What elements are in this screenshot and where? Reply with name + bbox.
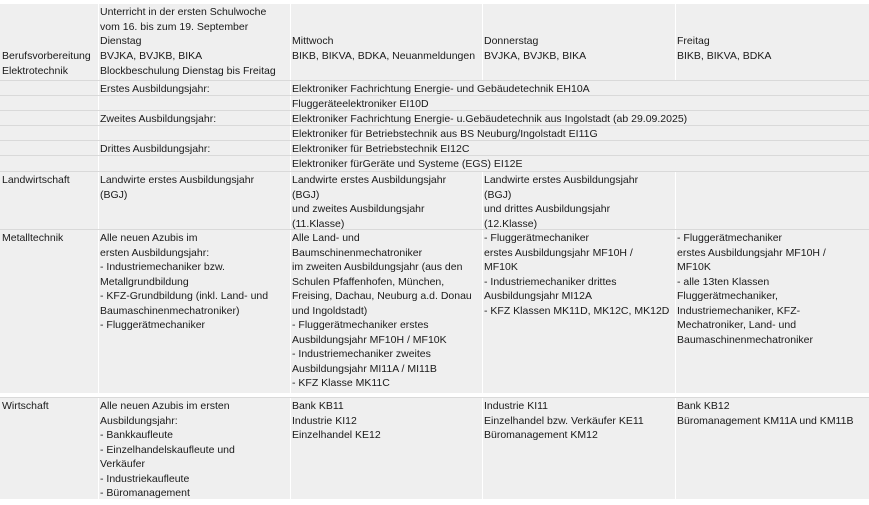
row-label: Landwirtschaft xyxy=(0,172,99,230)
table-cell: Elektroniker Fachrichtung Energie- u.Gebäudetechnik aus Ingolstadt (ab 29.09.2025) xyxy=(292,113,688,125)
table-cell: BVJKA, BVJKB, BIKA xyxy=(99,48,291,63)
table-cell: - Fluggerätmechaniker erstes Ausbildungsjahr MF10H / MF10K - alle 13ten Klassen Fluggerätmechaniker, Industriemechaniker, KFZ- Mechatroniker, Land- und Baumaschinenmechatroniker xyxy=(677,232,826,346)
row-label: Metalltechnik xyxy=(0,230,99,393)
table-cell: Bank KB11 Industrie KI12 Einzelhandel KE12 xyxy=(291,398,483,499)
header-corner xyxy=(0,4,99,33)
table-cell: Alle Land- und Baumschinenmechatroniker im zweiten Ausbildungsjahr (aus den Schulen Pfaffenhofen, München, Freising, Dachau, Neuburg a.d. Donau und Ingoldstadt) - Fluggerätmechaniker erstes Ausbildungsjahr MF10H / MF10K - Industriemechaniker zweites Ausbildungsjahr MI11A / MI11B - KFZ Klasse MK11C xyxy=(291,230,483,393)
header-days-row xyxy=(0,33,869,48)
table-cell: Elektroniker für Betriebstechnik aus BS Neuburg/Ingolstadt EI11G xyxy=(292,128,598,140)
table-row xyxy=(0,80,869,96)
table-cell: Fluggeräteelektroniker EI10D xyxy=(292,98,429,110)
table-row xyxy=(0,110,869,126)
table-cell: Alle neuen Azubis im ersten Ausbildungsjahr: - Bankkaufleute - Einzelhandelskaufleute und Verkäufer - Industriekaufleute - Büromanagement xyxy=(99,398,291,499)
year-label: Drittes Ausbildungsjahr: xyxy=(99,141,291,156)
table-cell: Landwirte erstes Ausbildungsjahr (BGJ) und drittes Ausbildungsjahr (12.Klasse) xyxy=(483,172,676,230)
row-label: Berufsvorbereitung xyxy=(0,48,99,63)
header-intro-row xyxy=(0,4,869,33)
table-row xyxy=(0,125,869,141)
row-label: Wirtschaft xyxy=(0,398,99,499)
table-cell xyxy=(676,172,869,230)
table-cell: - Fluggerätmechaniker erstes Ausbildungsjahr MF10H / MF10K - Industriemechaniker drittes Ausbildungsjahr MI12A - KFZ Klassen MK11D, MK12C, MK12D xyxy=(483,230,676,393)
year-label xyxy=(99,96,291,111)
elektrotechnik-row xyxy=(0,63,869,80)
table-row xyxy=(0,155,869,171)
metalltechnik-row xyxy=(0,229,869,393)
year-label xyxy=(99,156,291,171)
wirtschaft-row xyxy=(0,397,869,499)
table-cell: Alle neuen Azubis im ersten Ausbildungsjahr: - Industriemechaniker bzw. Metallgrundbildung - KFZ-Grundbildung (inkl. Land- und Baumaschinenmechatroniker) - Fluggerätmechaniker xyxy=(99,230,291,393)
table-cell: Landwirte erstes Ausbildungsjahr (BGJ) xyxy=(99,172,291,230)
table-row xyxy=(0,140,869,156)
day-tuesday: Dienstag xyxy=(99,33,291,48)
year-label xyxy=(99,126,291,141)
table-cell: Industrie KI11 Einzelhandel bzw. Verkäufer KE11 Büromanagement KM12 xyxy=(483,398,676,499)
year-label: Zweites Ausbildungsjahr: xyxy=(99,111,291,126)
table-cell: BIKB, BIKVA, BDKA, Neuanmeldungen xyxy=(291,48,483,63)
table-cell: Elektroniker für Betriebstechnik EI12C xyxy=(292,143,470,155)
block-note: Blockbeschulung Dienstag bis Freitag xyxy=(99,63,291,80)
table-cell: Elektroniker Fachrichtung Energie- und Gebäudetechnik EH10A xyxy=(292,83,590,95)
day-friday: Freitag xyxy=(677,35,710,47)
table-cell: BIKB, BIKVA, BDKA xyxy=(677,50,772,62)
header-intro: Unterricht in der ersten Schulwoche vom 16. bis zum 19. September xyxy=(99,4,291,33)
berufsvorbereitung-row xyxy=(0,48,869,63)
day-wednesday: Mittwoch xyxy=(291,33,483,48)
table-cell: Elektroniker fürGeräte und Systeme (EGS) EI12E xyxy=(292,158,523,170)
table-row xyxy=(0,95,869,111)
landwirtschaft-row xyxy=(0,171,869,230)
table-cell: Landwirte erstes Ausbildungsjahr (BGJ) und zweites Ausbildungsjahr (11.Klasse) xyxy=(291,172,483,230)
table-cell: Bank KB12 Büromanagement KM11A und KM11B xyxy=(677,400,854,427)
day-thursday: Donnerstag xyxy=(483,33,676,48)
row-label: Elektrotechnik xyxy=(0,63,99,80)
year-label: Erstes Ausbildungsjahr: xyxy=(99,81,291,96)
table-cell: BVJKA, BVJKB, BIKA xyxy=(483,48,676,63)
